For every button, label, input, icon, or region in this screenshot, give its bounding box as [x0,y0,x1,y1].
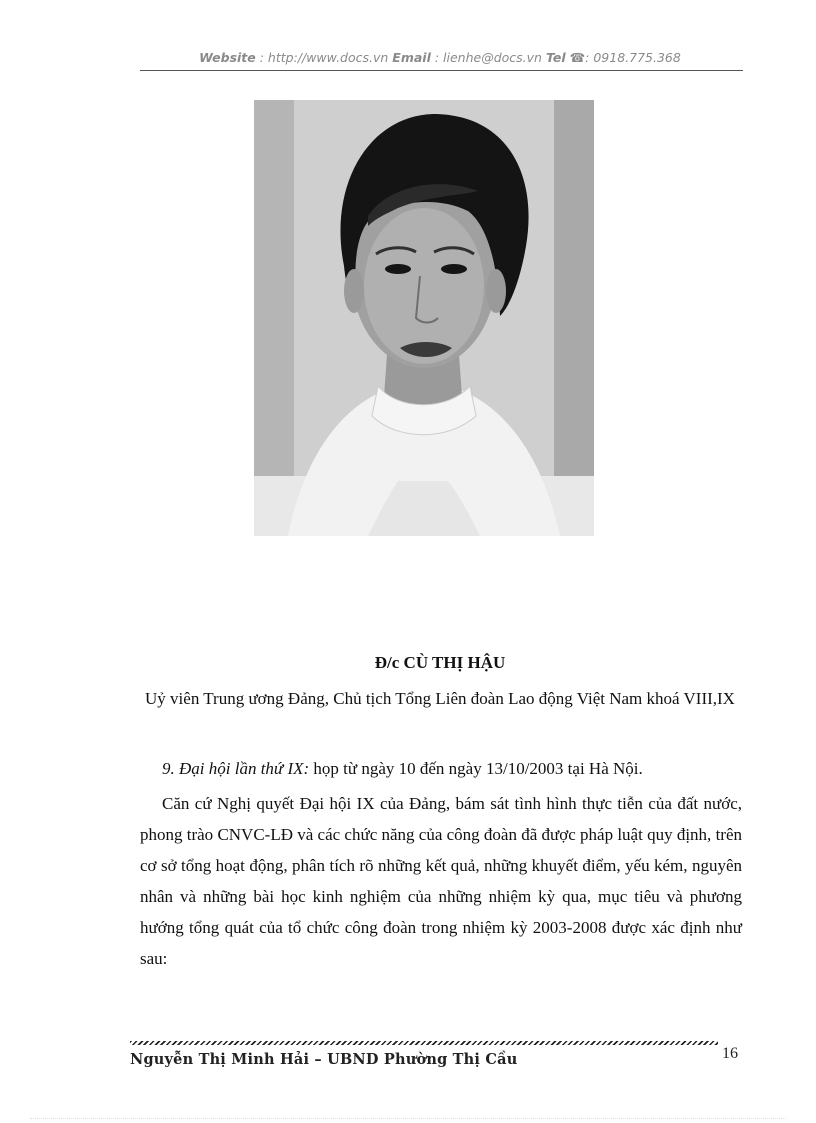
caption-title: Đ/c CÙ THỊ HẬU [374,653,506,672]
header-rule [140,70,743,71]
website-value: : http://www.docs.vn [255,50,393,65]
tel-label: Tel [545,50,566,65]
paragraph-congress-ix [140,753,742,784]
paragraph-label: 9. Đại hội lần thứ IX: [162,759,310,778]
paragraph-text: họp từ ngày 10 đến ngày 13/10/2003 tại Hà Nội. [309,759,643,778]
portrait-photo [248,96,600,636]
email-label: Email [392,50,431,65]
bottom-divider [30,1118,786,1119]
caption-subtitle: Uỷ viên Trung ương Đảng, Chủ tịch Tổng Liên đoàn Lao động Việt Nam khoá VIII,IX [145,689,735,708]
tel-value: ☎: 0918.775.368 [565,50,681,65]
email-value: : lienhe@docs.vn [430,50,546,65]
paragraph-body: Căn cứ Nghị quyết Đại hội IX của Đảng, bám sát tình hình thực tiễn của đất nước, phong trào CNVC-LĐ và các chức năng của công đoàn đã được pháp luật quy định, trên cơ sở tổng hoạt động, phân tích rõ những kết quả, những khuyết điểm, yếu kém, nguyên nhân và những bài học kinh nghiệm của những nhiệm kỳ qua, mục tiêu và phương hướng tổng quát của tổ chức công đoàn trong nhiệm kỳ 2003-2008 được xác định như sau: [140,794,742,968]
page-number: 16 [722,1045,738,1062]
footer-rule [130,1041,718,1045]
page-header [140,50,740,65]
footer-author: Nguyễn Thị Minh Hải – UBND Phường Thị Cầu [130,1051,518,1068]
website-label: Website [199,50,256,65]
